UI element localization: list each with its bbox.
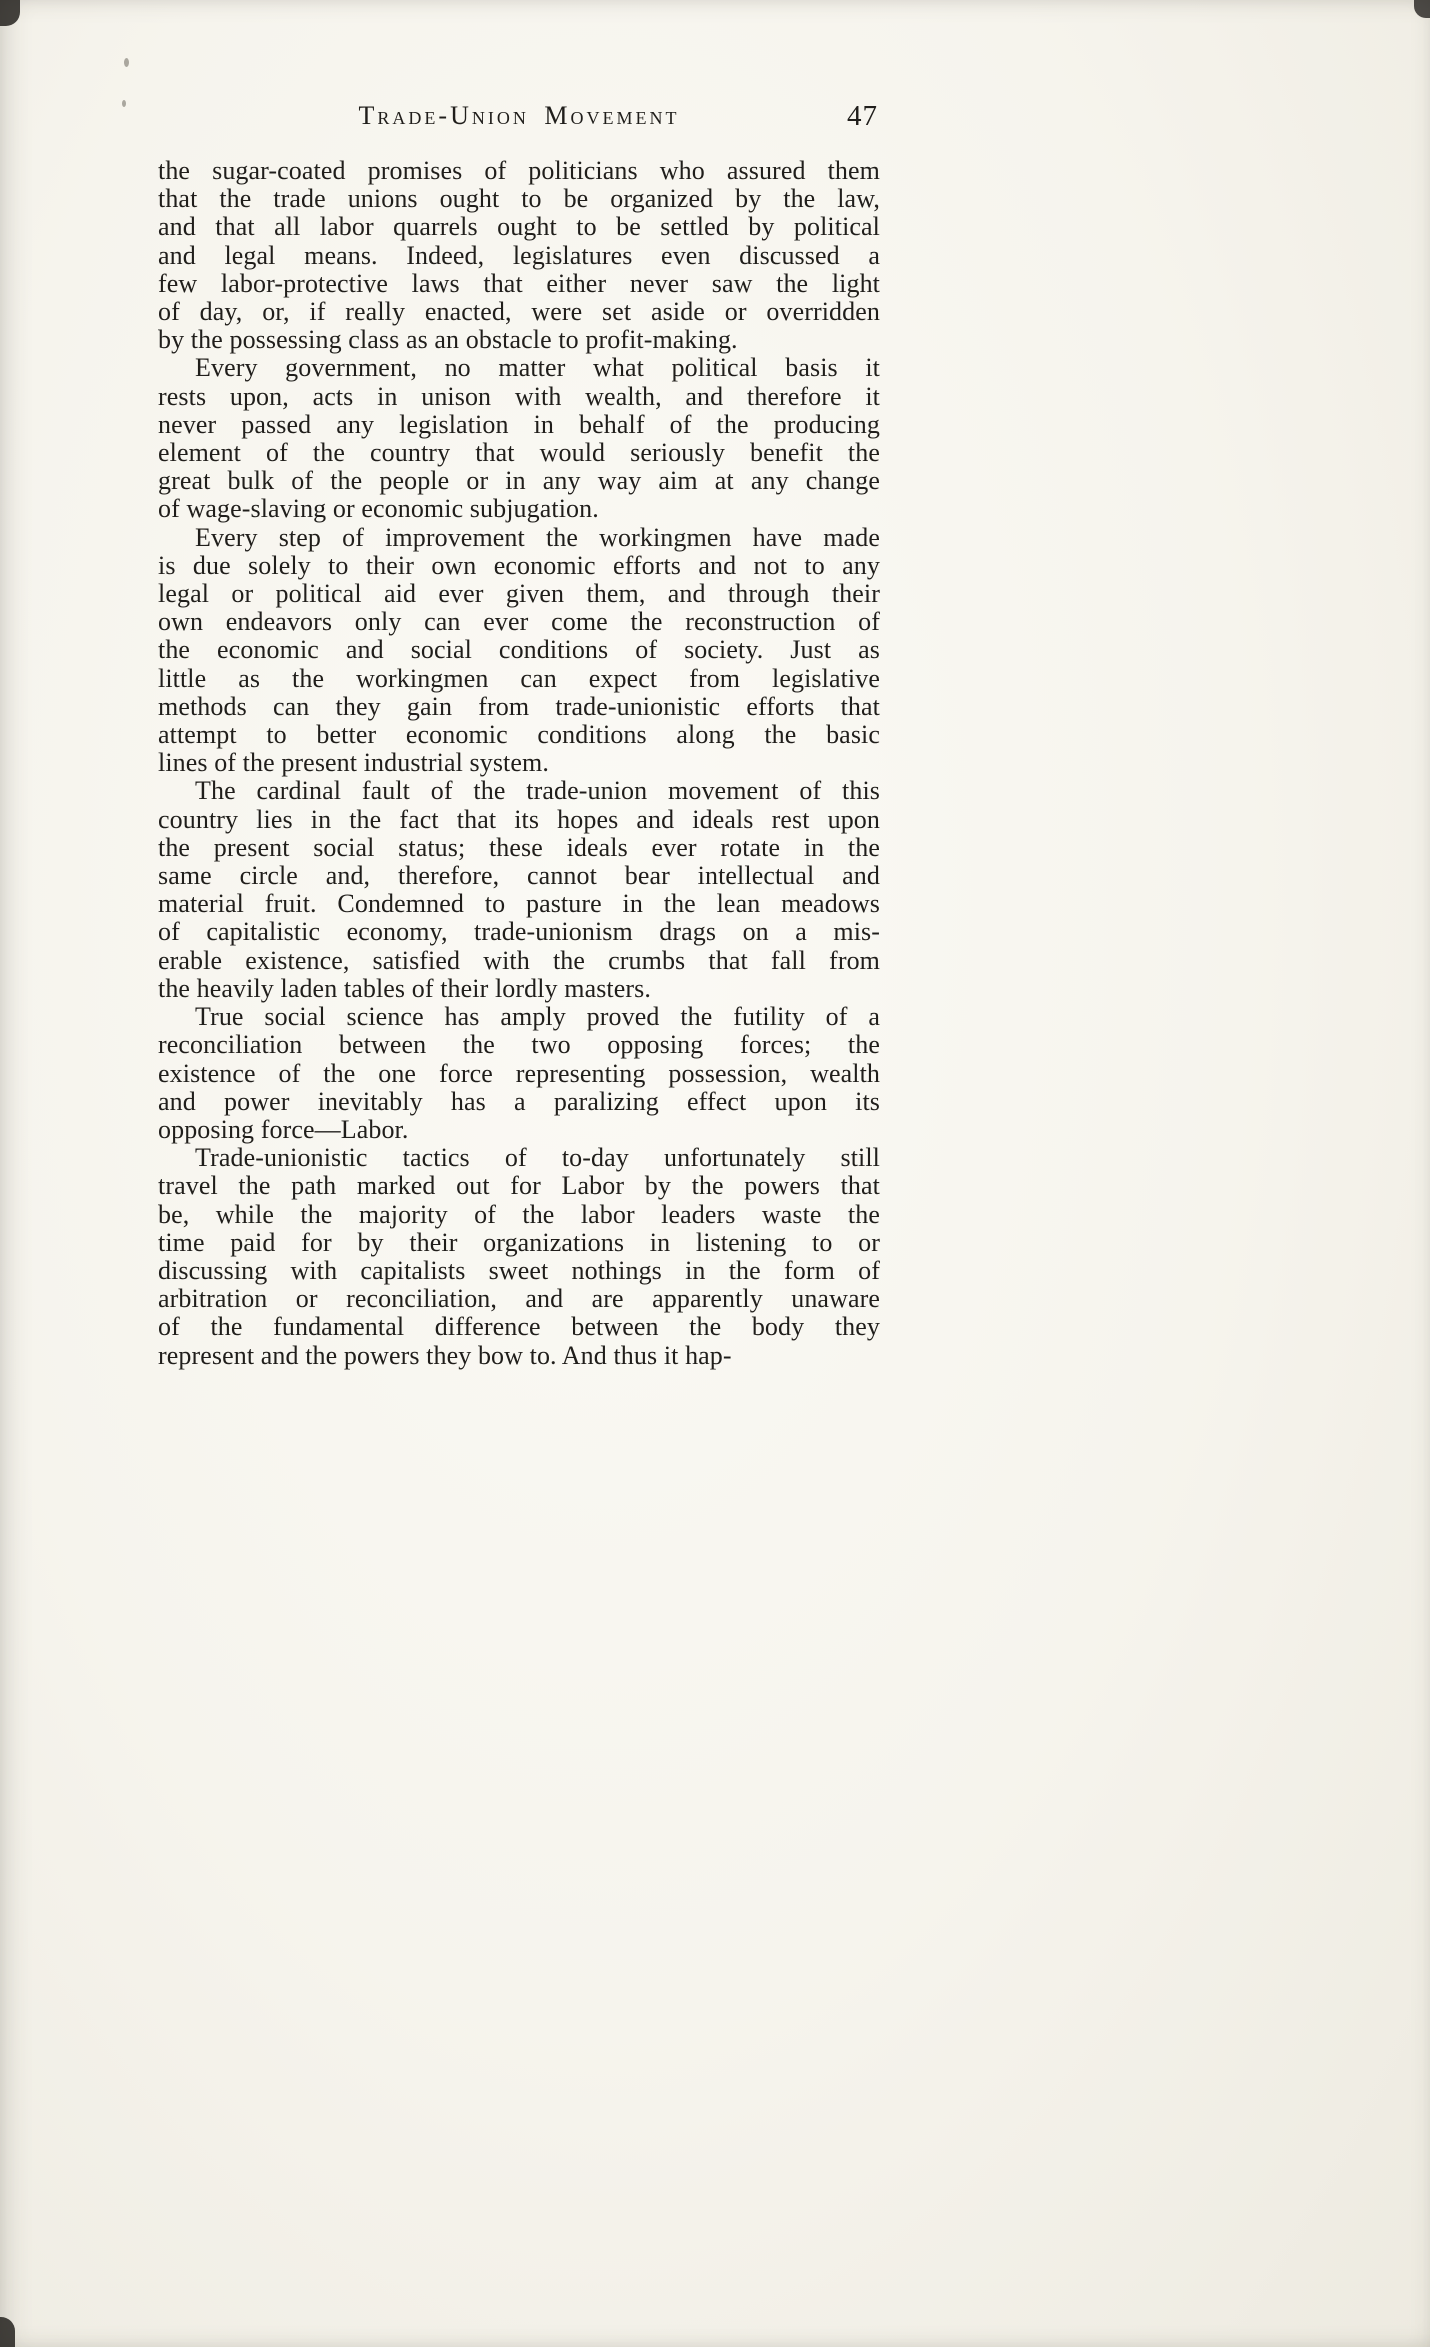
text-line: opposing force—Labor. <box>158 1114 409 1144</box>
text-line: few labor-protective laws that either never saw the light <box>158 268 880 298</box>
text-line: and legal means. Indeed, legislatures even discussed a <box>158 240 880 270</box>
text-line: is due solely to their own economic efforts and not to any <box>158 550 880 580</box>
text-line: Trade-unionistic tactics of to-day unfortunately still <box>195 1143 880 1173</box>
text-line: never passed any legislation in behalf of the producing <box>158 409 880 439</box>
text-line: Every government, no matter what political basis it <box>195 353 880 383</box>
page-number: 47 <box>847 100 878 132</box>
paragraph <box>158 524 880 778</box>
text-line: be, while the majority of the labor leaders waste the <box>158 1199 880 1229</box>
text-line: lines of the present industrial system. <box>158 748 549 778</box>
scan-artifact-bottom-left <box>0 2317 15 2347</box>
text-line: of day, or, if really enacted, were set aside or overridden <box>158 297 880 327</box>
text-line: material fruit. Condemned to pasture in the lean meadows <box>158 889 880 919</box>
text-line: Every step of improvement the workingmen have made <box>195 522 880 552</box>
scan-speck <box>122 100 126 107</box>
text-line: own endeavors only can ever come the reconstruction of <box>158 607 880 637</box>
text-line: that the trade unions ought to be organized by the law, <box>158 184 880 214</box>
text-line: great bulk of the people or in any way aim at any change <box>158 466 880 496</box>
text-line: the heavily laden tables of their lordly masters. <box>158 973 651 1003</box>
paragraph <box>158 1003 880 1144</box>
text-line: arbitration or reconciliation, and are apparently unaware <box>158 1284 880 1314</box>
text-line: of the fundamental difference between the body they <box>158 1312 880 1342</box>
text-line: attempt to better economic conditions along the basic <box>158 720 880 750</box>
text-line: time paid for by their organizations in listening to or <box>158 1227 880 1257</box>
text-line: of wage-slaving or economic subjugation. <box>158 494 599 524</box>
text-line: country lies in the fact that its hopes and ideals rest upon <box>158 804 880 834</box>
text-line: legal or political aid ever given them, and through their <box>158 579 880 609</box>
text-line: by the possessing class as an obstacle to profit-making. <box>158 325 738 355</box>
text-line: travel the path marked out for Labor by the powers that <box>158 1171 880 1201</box>
text-line: existence of the one force representing possession, wealth <box>158 1058 880 1088</box>
text-line: same circle and, therefore, cannot bear intellectual and <box>158 861 880 891</box>
text-line: the present social status; these ideals ever rotate in the <box>158 832 880 862</box>
text-block <box>158 157 880 1370</box>
scan-artifact-top-left <box>0 0 20 26</box>
text-line: methods can they gain from trade-unionistic efforts that <box>158 691 880 721</box>
text-line: discussing with capitalists sweet nothings in the form of <box>158 1255 880 1285</box>
text-line: the economic and social conditions of society. Just as <box>158 635 880 665</box>
paragraph <box>158 777 880 1003</box>
paragraph <box>158 354 880 523</box>
paragraph <box>158 1144 880 1370</box>
text-line: represent and the powers they bow to. And thus it hap- <box>158 1340 732 1370</box>
text-line: little as the workingmen can expect from legislative <box>158 663 880 693</box>
text-line: the sugar-coated promises of politicians who assured them <box>158 156 880 185</box>
text-line: erable existence, satisfied with the crumbs that fall from <box>158 945 880 975</box>
running-header <box>158 98 880 134</box>
text-line: True social science has amply proved the futility of a <box>195 1002 880 1032</box>
text-line: reconciliation between the two opposing forces; the <box>158 1030 880 1060</box>
chapter-title: Trade-Union Movement <box>358 101 680 130</box>
text-line: element of the country that would seriously benefit the <box>158 438 880 468</box>
paragraph <box>158 157 880 354</box>
text-line: rests upon, acts in unison with wealth, and therefore it <box>158 381 880 411</box>
scan-speck <box>124 58 129 67</box>
scan-artifact-top-right <box>1414 0 1430 18</box>
text-line: and power inevitably has a paralizing effect upon its <box>158 1086 880 1116</box>
text-line: and that all labor quarrels ought to be settled by political <box>158 212 880 242</box>
text-line: of capitalistic economy, trade-unionism drags on a mis- <box>158 917 880 947</box>
text-line: The cardinal fault of the trade-union movement of this <box>195 776 880 806</box>
